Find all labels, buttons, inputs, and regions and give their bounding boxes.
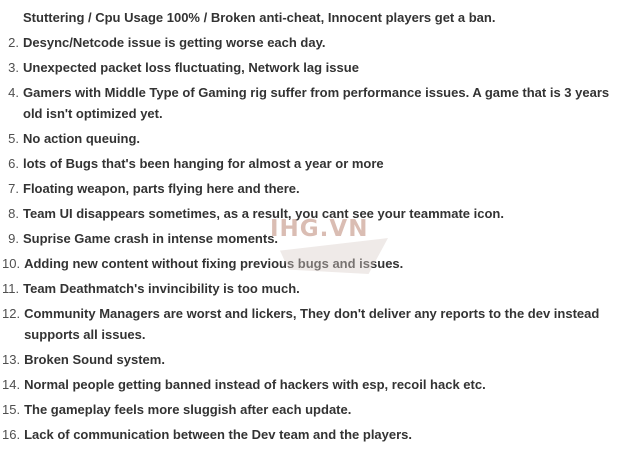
list-item-number: 13.: [2, 352, 21, 367]
list-item-text: Gamers with Middle Type of Gaming rig suffer from performance issues. A game that is 3 years old isn't optimized yet.: [23, 85, 610, 121]
list-item: [2, 228, 630, 249]
list-item-text: Broken Sound system.: [24, 352, 165, 367]
list-item: [2, 253, 630, 274]
list-item: [2, 203, 630, 224]
list-item-text: Floating weapon, parts flying here and there.: [23, 181, 300, 196]
numbered-issue-list: [2, 32, 630, 445]
list-item-continuation: [2, 7, 630, 28]
list-item-number: 4.: [8, 85, 19, 100]
list-item-text: Desync/Netcode issue is getting worse each day.: [23, 35, 326, 50]
list-item-number: 15.: [2, 402, 21, 417]
list-item-number: 9.: [8, 231, 19, 246]
list-item: [2, 349, 630, 370]
list-item-text: Lack of communication between the Dev team and the players.: [24, 427, 413, 442]
list-item: [2, 128, 630, 149]
list-item-text: Suprise Game crash in intense moments.: [23, 231, 279, 246]
list-item-number: 5.: [8, 131, 19, 146]
list-item-text: Team Deathmatch's invincibility is too much.: [23, 281, 300, 296]
list-item-number: 14.: [2, 377, 21, 392]
list-item: [2, 178, 630, 199]
list-item-text: Community Managers are worst and lickers, They don't deliver any reports to the dev instead supports all issues.: [24, 306, 600, 342]
list-item-number: 8.: [8, 206, 19, 221]
list-item-number: 16.: [2, 427, 21, 442]
list-item-text: Adding new content without fixing previous bugs and issues.: [24, 256, 404, 271]
list-item-text: Unexpected packet loss fluctuating, Network lag issue: [23, 60, 359, 75]
list-item-number: 11.: [2, 281, 20, 296]
list-item-number: 7.: [8, 181, 19, 196]
list-item-text: The gameplay feels more sluggish after each update.: [24, 402, 352, 417]
list-item: [2, 374, 630, 395]
list-item-text: Team UI disappears sometimes, as a result, you cant see your teammate icon.: [23, 206, 504, 221]
list-item-number: 3.: [8, 60, 19, 75]
list-item-number: 10.: [2, 256, 21, 271]
list-item: [2, 82, 630, 124]
watermark-text: IHG.VN: [270, 216, 369, 242]
list-item: [2, 424, 630, 445]
list-item-number: 2.: [8, 35, 19, 50]
list-item-text: Stuttering / Cpu Usage 100% / Broken anti-cheat, Innocent players get a ban.: [23, 10, 496, 25]
list-item-text: Normal people getting banned instead of hackers with esp, recoil hack etc.: [24, 377, 486, 392]
list-item-number: 12.: [2, 306, 21, 321]
list-item: [2, 153, 630, 174]
list-item: [2, 278, 630, 299]
list-item-number: 6.: [8, 156, 19, 171]
list-item: [2, 32, 630, 53]
list-item: [2, 399, 630, 420]
list-item-text: lots of Bugs that's been hanging for almost a year or more: [23, 156, 384, 171]
list-item: [2, 57, 630, 78]
list-item-text: No action queuing.: [23, 131, 140, 146]
list-item: [2, 303, 630, 345]
